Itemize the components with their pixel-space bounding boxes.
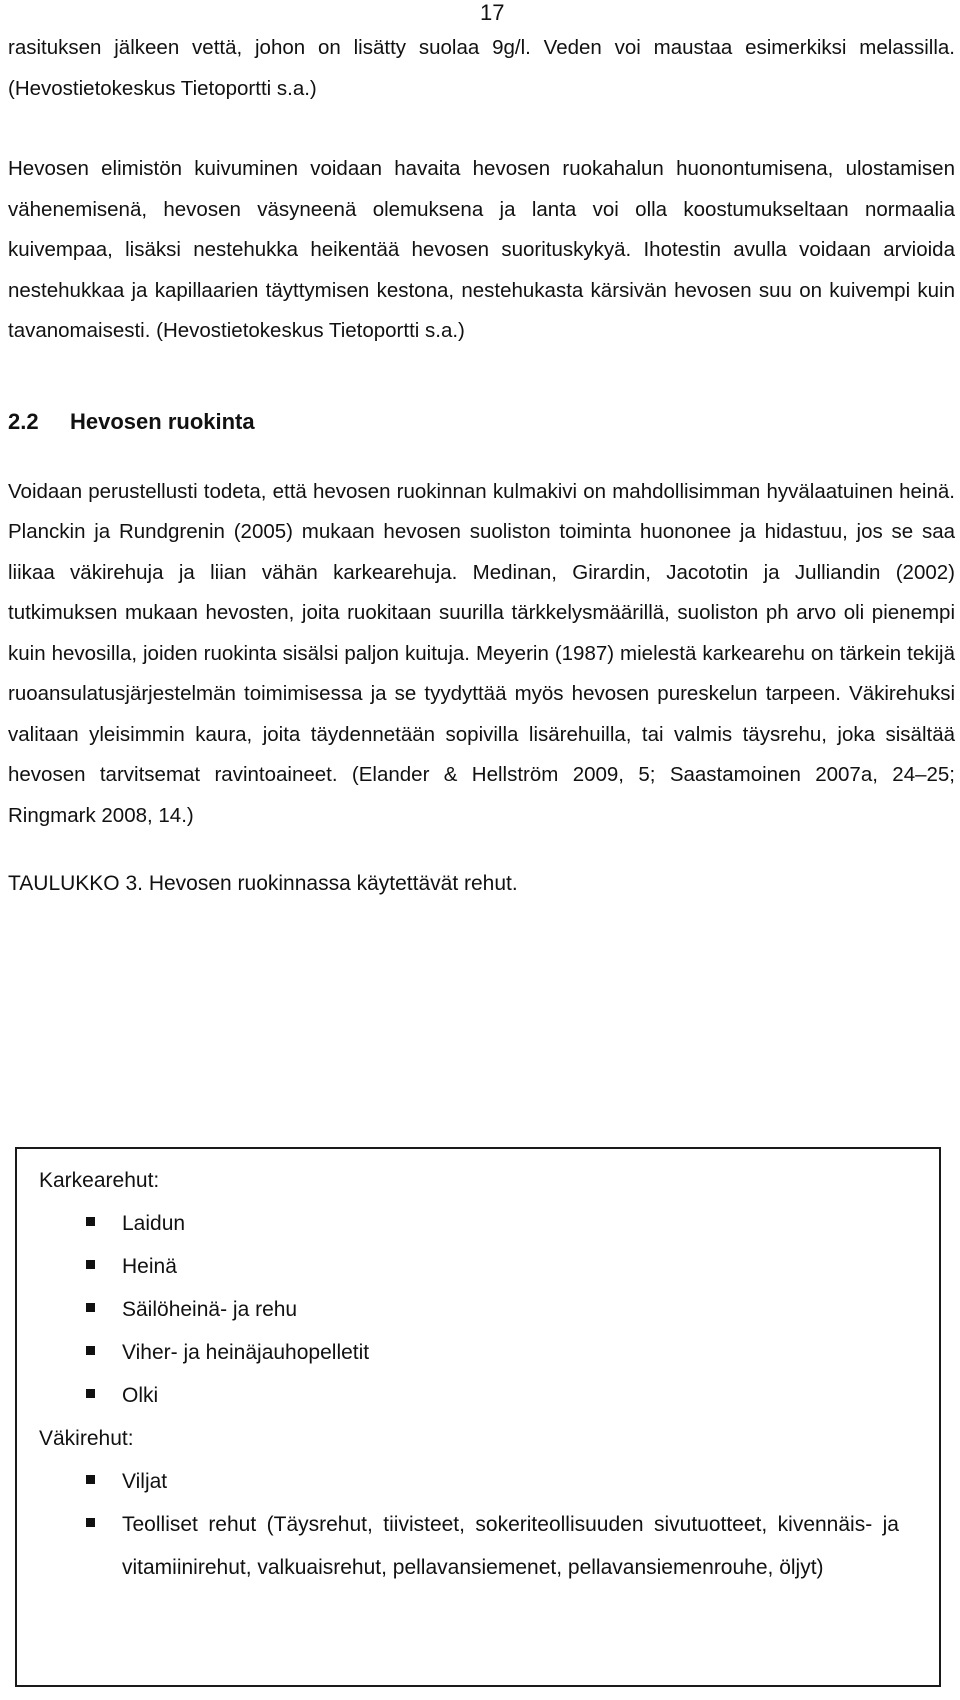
list-item-label: Viljat <box>122 1470 168 1493</box>
square-bullet-icon <box>86 1389 95 1398</box>
paragraph-gap <box>8 109 955 149</box>
square-bullet-icon <box>86 1518 95 1527</box>
table-caption: TAULUKKO 3. Hevosen ruokinnassa käytettävät rehut. <box>8 872 518 895</box>
list-item-label: Säilöheinä- ja rehu <box>122 1298 298 1321</box>
list-item <box>39 1503 919 1589</box>
square-bullet-icon <box>86 1346 95 1355</box>
feed-table <box>15 1147 941 1687</box>
square-bullet-icon <box>86 1260 95 1269</box>
square-bullet-icon <box>86 1303 95 1312</box>
feed-table-content <box>39 1159 919 1589</box>
list-item <box>39 1460 919 1503</box>
square-bullet-icon <box>86 1217 95 1226</box>
section-number: 2.2 <box>8 408 39 434</box>
section-title: Hevosen ruokinta <box>70 408 255 434</box>
list-item <box>39 1245 919 1288</box>
list-item <box>39 1202 919 1245</box>
list-item-label: Heinä <box>122 1255 177 1278</box>
roughage-list <box>39 1202 919 1417</box>
concentrates-list <box>39 1460 919 1589</box>
list-item-label: Teolliset rehut (Täysrehut, tiivisteet, sokeriteollisuuden sivutuotteet, kivennäis- ja vitamiinirehut, valkuaisrehut, pellavansiemenet, pellavansiemenrouhe, öljyt) <box>122 1513 899 1579</box>
page-number: 17 <box>480 0 505 25</box>
list-item-label: Laidun <box>122 1212 186 1235</box>
list-item-label: Olki <box>122 1384 159 1407</box>
list-item <box>39 1331 919 1374</box>
list-item <box>39 1374 919 1417</box>
group-title-concentrates: Väkirehut: <box>39 1427 134 1450</box>
paragraph-2: Hevosen elimistön kuivuminen voidaan havaita hevosen ruokahalun huonontumisena, ulostamisen vähenemisenä, hevosen väsyneenä olemuksena ja lanta voi olla koostumukseltaan normaalia kuivempaa, lisäksi nestehukka heikentää hevosen suorituskykyä. Ihotestin avulla voidaan arvioida nestehukkaa ja kapillaarien täyttymisen kestona, nestehukasta kärsivän hevosen suu on kuivempi kuin tavanomaisesti. (Hevostietokeskus Tietoportti s.a.) <box>8 157 955 342</box>
square-bullet-icon <box>86 1475 95 1484</box>
document-body <box>8 28 955 904</box>
section-heading <box>8 392 955 452</box>
section-paragraph: Voidaan perustellusti todeta, että hevosen ruokinnan kulmakivi on mahdollisimman hyvälaatuinen heinä. Planckin ja Rundgrenin (2005) mukaan hevosen suoliston toiminta huononee ja hidastuu, jos se saa liikaa väkirehuja ja liian vähän karkearehuja. Medinan, Girardin, Jacototin ja Julliandin (2002) tutkimuksen mukaan hevosten, joita ruokitaan suurilla tärkkelysmäärillä, suoliston ph arvo oli pienempi kuin hevosilla, joiden ruokinta sisälsi paljon kuituja. Meyerin (1987) mielestä karkearehu on tärkein tekijä ruoansulatusjärjestelmän toimimisessa ja se tyydyttää myös hevosen pureskelun tarpeen. Väkirehuksi valitaan yleisimmin kaura, joita täydennetään sopivilla lisärehuilla, tai valmis täysrehu, joka sisältää hevosen tarvitsemat ravintoaineet. (Elander & Hellström 2009, 5; Saastamoinen 2007a, 24–25; Ringmark 2008, 14.) <box>8 479 955 827</box>
list-item <box>39 1288 919 1331</box>
group-title-roughage: Karkearehut: <box>39 1169 160 1192</box>
heading-gap <box>8 452 955 472</box>
paragraph-1: rasituksen jälkeen vettä, johon on lisätty suolaa 9g/l. Veden voi maustaa esimerkiksi melassilla. (Hevostietokeskus Tietoportti s.a.) <box>8 36 955 100</box>
list-item-label: Viher- ja heinäjauhopelletit <box>122 1341 370 1364</box>
